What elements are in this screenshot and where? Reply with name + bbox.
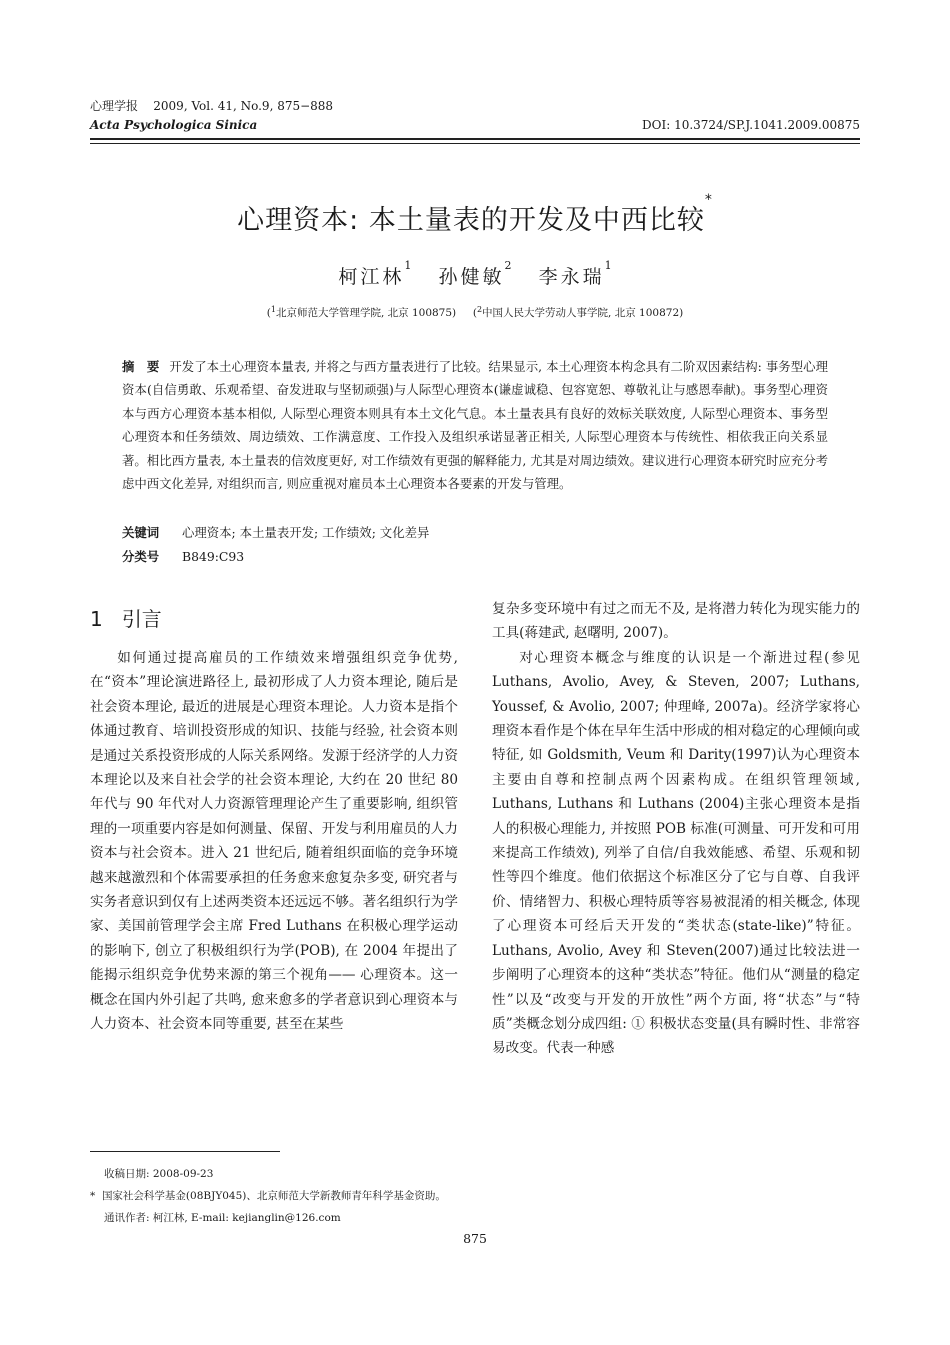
author-affil-mark: 1 bbox=[604, 259, 612, 272]
affiliations: ($^1$北京师范大学管理学院, 北京 100875) ($^2$中国人民大学劳动人事学院, 北京 100872) bbox=[266, 305, 684, 319]
header-rule-thick bbox=[90, 138, 860, 140]
author-affil-mark: 2 bbox=[504, 259, 512, 272]
affil-mark: 2 bbox=[476, 305, 483, 314]
paragraph: 复杂多变环境中有过之而无不及, 是将潜力转化为现实能力的工具(蒋建武, 赵曙明, 2007)。 bbox=[492, 601, 860, 642]
affiliation: 中国人民大学劳动人事学院, 北京 100872) bbox=[482, 307, 684, 319]
abstract-text: 开发了本土心理资本量表, 并将之与西方量表进行了比较。结果显示, 本土心理资本构念具有二阶双因素结构: 事务型心理资本(自信勇敢、乐观希望、奋发进取与坚韧顽强)与人际型心理资本(谦虚诚稳、包容宽恕、尊敬礼让与感恩奉献)。事务型心理资本与西方心理资本基本相似, 人际型心理资本则具有本土文化气息。本土量表具有良好的效标关联效度, 人际型心理资本、事务型心理资本和任务绩效、周边绩效、工作满意度、工作投入及组织承诺显著正相关, 人际型心理资本与传统性、相依我正向关系显著。相比西方量表, 本土量表的信效度更好, 对工作绩效有更强的解释能力, 尤其是对周边绩效。建议进行心理资本研究时应充分考虑中西文化差异, 对组织而言, 则应重视对雇员本土心理资本各要素的开发与管理。 bbox=[122, 359, 829, 492]
right-column bbox=[492, 597, 860, 1061]
header-rule-thin bbox=[90, 143, 860, 144]
author-name: 李永瑞 bbox=[538, 266, 605, 288]
keywords-text: 心理资本; 本土量表开发; 工作绩效; 文化差异 bbox=[182, 525, 430, 540]
affil-mark: 1 bbox=[270, 305, 276, 314]
author-affil-mark: 1 bbox=[404, 259, 412, 272]
fund-mark: * bbox=[90, 1190, 96, 1202]
page-number: 875 bbox=[463, 1231, 487, 1246]
paragraph: 对心理资本概念与维度的认识是一个渐进过程(参见 Luthans, Avolio, Avey, & Steven, 2007; Luthans, Youssef, & Avolio, 2007; 仲理峰, 2007a)。经济学家将心理资本看作是个体在早年生活中形成的相对稳定的心理倾向或特征, 如 Goldsmith, Veum 和 Darity(1997)认为心理资本主要由自尊和控制点两个因素构成。在组织管理领域, Luthans, Luthans 和 Luthans (2004)主张心理资本是指人的积极心理能力, 并按照 POB 标准(可测量、可开发和可用来提高工作绩效), 列举了自信/自我效能感、希望、乐观和韧性等四个维度。他们依据这个标准区分了它与自尊、自我评价、情绪智力、积极心理特质等容易被混淆的相关概念, 体现了心理资本可经后天开发的“类状态(state-like)”特征。Luthans, Avolio, Avey 和 Steven(2007)通过比较法进一步阐明了心理资本的这种“类状态”特征。他们从“测量的稳定性”以及“改变与开发的开放性”两个方面, 将“状态”与“特质”类概念划分成四组: ① 积极状态变量(具有瞬时性、非常容易改变。代表一种感 bbox=[492, 649, 860, 1057]
doi: DOI: 10.3724/SP.J.1041.2009.00875 bbox=[642, 118, 860, 132]
author-name: 孙健敏 bbox=[438, 266, 505, 288]
paragraph: 如何通过提高雇员的工作绩效来增强组织竞争优势, 在“资本”理论演进路径上, 最初形成了人力资本理论, 随后是社会资本理论, 最近的进展是心理资本理论。人力资本是指个体通过教育、培训投资形成的知识、技能与经验, 社会资本则是通过关系投资形成的人际关系网络。发源于经济学的人力资本理论以及来自社会学的社会资本理论, 大约在 20 世纪 80 年代与 90 年代对人力资源管理理论产生了重要影响, 组织管理的一项重要内容是如何测量、保留、开发与利用雇员的人力资本与社会资本。进入 21 世纪后, 随着组织面临的竞争环境越来越激烈和个体需要承担的任务愈来愈复杂多变, 研究者与实务者意识到仅有上述两类资本还远远不够。著名组织行为学家、美国前管理学会主席 Fred Luthans 在积极心理学运动的影响下, 创立了积极组织行为学(POB), 在 2004 年提出了能揭示组织竞争优势来源的第三个视角—— 心理资本。这一概念在国内外引起了共鸣, 愈来愈多的学者意识到心理资本与人力资本、社会资本同等重要, 甚至在某些 bbox=[90, 650, 458, 1033]
affiliation: 北京师范大学管理学院, 北京 100875) bbox=[275, 307, 457, 319]
abstract bbox=[122, 355, 828, 495]
section-number: 1 bbox=[90, 607, 103, 631]
received-date: 收稿日期: 2008-09-23 bbox=[104, 1168, 214, 1180]
keywords bbox=[122, 521, 429, 544]
abstract-label: 摘 要 bbox=[122, 359, 160, 374]
title-footnote-mark: * bbox=[704, 192, 713, 208]
keywords-label: 关键词 bbox=[122, 525, 160, 540]
journal-header-line1 bbox=[90, 98, 333, 114]
paper-title bbox=[0, 192, 950, 237]
section-heading bbox=[90, 603, 162, 632]
left-column bbox=[90, 646, 458, 1037]
journal-name-cn: 心理学报 bbox=[90, 99, 139, 113]
author-name: 柯江林 bbox=[338, 266, 405, 288]
title-text: 心理资本: 本土量表的开发及中西比较 bbox=[237, 205, 705, 236]
section-title: 引言 bbox=[121, 607, 162, 631]
volume-info: 2009, Vol. 41, No.9, 875−888 bbox=[153, 99, 334, 113]
class-code: B849:C93 bbox=[182, 549, 245, 564]
journal-name-en: Acta Psychologica Sinica bbox=[90, 118, 258, 132]
footnote-rule bbox=[90, 1151, 280, 1152]
fund-text: 国家社会科学基金(08BJY045)、北京师范大学新教师青年科学基金资助。 bbox=[101, 1190, 446, 1202]
author-list bbox=[0, 259, 950, 289]
fund-note bbox=[90, 1185, 446, 1207]
corresponding-author: 通讯作者: 柯江林, E-mail: kejianglin@126.com bbox=[104, 1212, 341, 1224]
class-label: 分类号 bbox=[122, 549, 160, 564]
classification bbox=[122, 545, 244, 568]
